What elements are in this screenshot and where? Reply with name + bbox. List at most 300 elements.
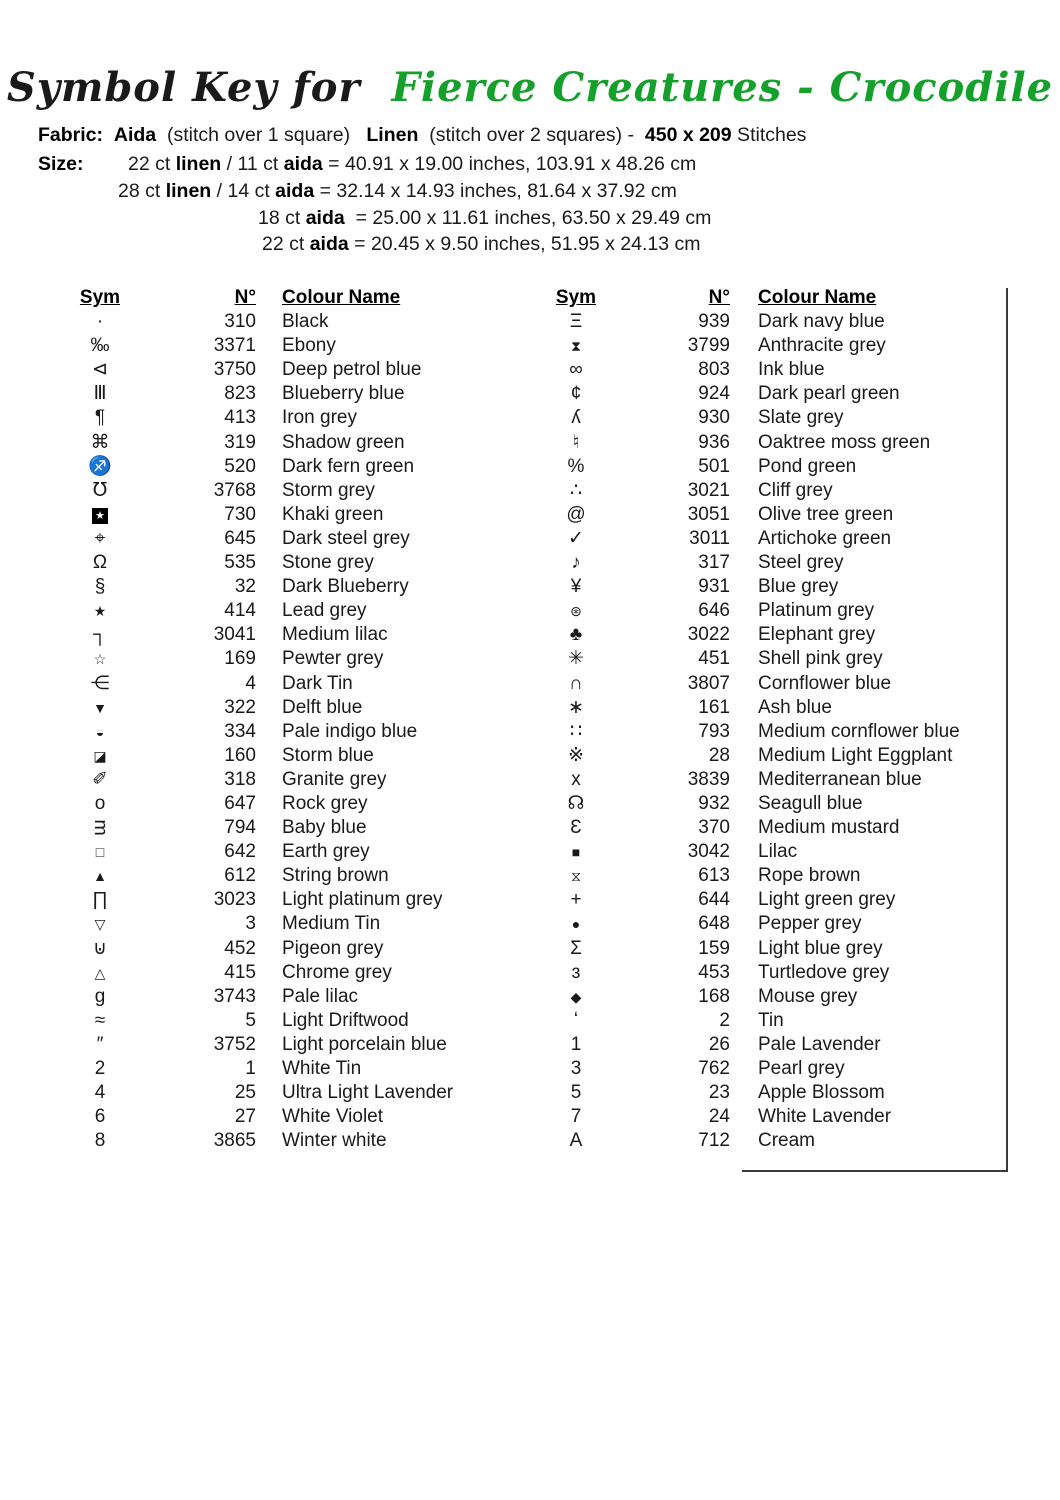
floss-number-cell: 322 bbox=[224, 696, 256, 718]
floss-number-cell: 3022 bbox=[687, 624, 730, 646]
colour-name-cell: Earth grey bbox=[282, 841, 370, 863]
stitch-symbol-cell: 5 bbox=[570, 1082, 582, 1104]
floss-number-cell: 3750 bbox=[213, 359, 256, 381]
stitch-symbol-cell: 2 bbox=[94, 1058, 106, 1079]
table-row bbox=[62, 334, 496, 358]
table-row bbox=[62, 840, 496, 864]
floss-number-cell: 4 bbox=[245, 672, 256, 694]
stitch-symbol-cell: 7 bbox=[570, 1106, 582, 1128]
floss-number-cell: 3023 bbox=[213, 889, 256, 911]
table-row bbox=[62, 961, 496, 985]
floss-number-cell: 32 bbox=[234, 576, 256, 598]
size-info bbox=[38, 151, 711, 258]
colour-name-cell: Turtledove grey bbox=[758, 961, 890, 983]
colour-name-cell: Medium mustard bbox=[758, 817, 900, 839]
colour-name-cell: Rope brown bbox=[758, 865, 861, 887]
colour-name-cell: Mediterranean blue bbox=[758, 768, 922, 790]
colour-name-cell: Light platinum grey bbox=[282, 889, 443, 911]
stitch-symbol-cell: ※ bbox=[568, 744, 584, 766]
floss-number-cell: 3865 bbox=[213, 1130, 256, 1152]
size-line-4 bbox=[118, 231, 711, 258]
size-lines bbox=[118, 151, 711, 258]
page-title-prefix: Symbol Key for bbox=[6, 64, 361, 111]
floss-number-cell: 5 bbox=[245, 1009, 256, 1031]
table-row bbox=[62, 575, 496, 599]
column-header-number: N° bbox=[708, 287, 730, 308]
table-row bbox=[62, 1033, 496, 1057]
fabric-info-line bbox=[38, 124, 806, 147]
stitch-symbol-cell: ◆ bbox=[570, 988, 582, 1005]
colour-name-cell: Anthracite grey bbox=[758, 335, 886, 357]
floss-number-cell: 415 bbox=[224, 961, 256, 983]
bold-text-segment: aida bbox=[305, 206, 345, 229]
floss-number-cell: 28 bbox=[708, 744, 730, 766]
colour-name-cell: Pigeon grey bbox=[282, 937, 384, 959]
table-row bbox=[62, 527, 496, 551]
table-row bbox=[62, 768, 496, 792]
column-header-sym: Sym bbox=[79, 287, 121, 308]
stitch-symbol-cell: ≈ bbox=[94, 1009, 106, 1031]
floss-number-cell: 730 bbox=[224, 503, 256, 525]
table-row bbox=[62, 310, 496, 334]
bold-text-segment: linen bbox=[175, 153, 222, 175]
table-row bbox=[62, 455, 496, 479]
table-row bbox=[540, 696, 1008, 720]
floss-number-cell: 642 bbox=[224, 841, 256, 863]
colour-name-cell: Cream bbox=[758, 1130, 816, 1152]
stitch-symbol-cell: ⌘ bbox=[90, 431, 110, 453]
stitch-symbol-cell: ∷ bbox=[569, 720, 583, 742]
colour-name-cell: Dark fern green bbox=[282, 455, 415, 477]
stitch-symbol-cell: ∗ bbox=[568, 696, 584, 718]
stitch-symbol-cell: ✳ bbox=[568, 648, 584, 670]
table-row bbox=[62, 1081, 496, 1105]
table-row bbox=[540, 1105, 1008, 1129]
text-segment: = 20.45 x 9.50 inches, 51.95 x 24.13 cm bbox=[348, 233, 701, 256]
stitch-symbol-cell: ⋲ bbox=[90, 672, 110, 694]
floss-number-cell: 648 bbox=[698, 913, 730, 935]
table-row bbox=[540, 1057, 1008, 1081]
colour-name-cell: Baby blue bbox=[282, 817, 367, 839]
bold-text-segment: linen bbox=[165, 179, 212, 202]
colour-name-cell: Light blue grey bbox=[758, 937, 883, 959]
stitch-symbol-cell: ℧ bbox=[92, 479, 108, 501]
stitch-symbol-cell: ● bbox=[571, 916, 581, 933]
stitch-symbol-cell: Ⅲ bbox=[93, 383, 107, 405]
table-row bbox=[62, 431, 496, 455]
table-row bbox=[62, 985, 496, 1009]
text-segment: Stitches bbox=[731, 124, 807, 146]
colour-name-cell: Iron grey bbox=[282, 407, 357, 429]
stitch-symbol-cell: ¥ bbox=[570, 576, 582, 598]
table-row bbox=[540, 961, 1008, 985]
table-row bbox=[540, 840, 1008, 864]
table-row bbox=[540, 768, 1008, 792]
floss-number-cell: 334 bbox=[224, 720, 256, 742]
text-segment: = 40.91 x 19.00 inches, 103.91 x 48.26 cm bbox=[322, 153, 697, 175]
floss-number-cell: 169 bbox=[224, 648, 256, 670]
table-row bbox=[540, 912, 1008, 936]
table-right-border bbox=[1006, 288, 1008, 1170]
colour-name-cell: Elephant grey bbox=[758, 624, 876, 646]
table-row bbox=[62, 816, 496, 840]
inverted-star-icon: ★ bbox=[92, 508, 108, 524]
table-row bbox=[62, 696, 496, 720]
stitch-symbol-cell: x bbox=[571, 768, 581, 790]
stitch-symbol-cell: ▼ bbox=[93, 699, 107, 716]
stitch-symbol-cell: ⌖ bbox=[94, 527, 106, 549]
colour-name-cell: Lilac bbox=[758, 841, 798, 863]
stitch-symbol-cell: ″ bbox=[96, 1033, 104, 1055]
stitch-symbol-cell: ∴ bbox=[569, 479, 583, 501]
stitch-symbol-cell: ¶ bbox=[94, 407, 106, 429]
colour-name-cell: Artichoke green bbox=[758, 527, 892, 549]
colour-name-cell: Tin bbox=[758, 1009, 784, 1031]
text-segment: = 25.00 x 11.61 inches, 63.50 x 29.49 cm bbox=[344, 206, 712, 229]
stitch-symbol-cell: ∞ bbox=[569, 359, 583, 381]
table-row bbox=[62, 720, 496, 744]
colour-name-cell: Dark steel grey bbox=[282, 527, 410, 549]
colour-name-cell: Stone grey bbox=[282, 552, 374, 574]
colour-name-cell: Chrome grey bbox=[282, 961, 392, 983]
floss-number-cell: 159 bbox=[698, 937, 730, 959]
colour-name-cell: Olive tree green bbox=[758, 503, 894, 525]
stitch-symbol-cell: ◒ bbox=[95, 723, 105, 740]
floss-number-cell: 823 bbox=[224, 383, 256, 405]
table-row bbox=[62, 623, 496, 647]
table-row bbox=[62, 406, 496, 430]
colour-name-cell: Shadow green bbox=[282, 431, 405, 453]
stitch-symbol-cell: ♣ bbox=[569, 624, 583, 646]
floss-number-cell: 3 bbox=[245, 913, 256, 935]
floss-number-cell: 645 bbox=[224, 527, 256, 549]
stitch-symbol-cell: · bbox=[96, 311, 104, 333]
colour-name-cell: Platinum grey bbox=[758, 600, 875, 622]
stitch-symbol-cell: ⊍ bbox=[93, 937, 107, 959]
colour-name-cell: Ash blue bbox=[758, 696, 832, 718]
colour-name-cell: Pepper grey bbox=[758, 913, 862, 935]
colour-name-cell: Shell pink grey bbox=[758, 648, 883, 670]
floss-number-cell: 931 bbox=[698, 576, 730, 598]
table-row bbox=[540, 647, 1008, 671]
floss-number-cell: 168 bbox=[698, 985, 730, 1007]
table-row bbox=[62, 1129, 496, 1153]
symbol-key-table-left bbox=[62, 286, 496, 1153]
table-row bbox=[62, 864, 496, 888]
symbol-key-table-right bbox=[540, 286, 1008, 1153]
floss-number-cell: 793 bbox=[698, 720, 730, 742]
floss-number-cell: 319 bbox=[224, 431, 256, 453]
text-segment: / 14 ct bbox=[211, 179, 276, 202]
bold-text-segment: Fabric: bbox=[38, 124, 104, 146]
floss-number-cell: 318 bbox=[224, 768, 256, 790]
stitch-symbol-cell: ☊ bbox=[567, 792, 585, 814]
colour-name-cell: White Tin bbox=[282, 1058, 362, 1079]
floss-number-cell: 932 bbox=[698, 792, 730, 814]
table-row bbox=[540, 431, 1008, 455]
stitch-symbol-cell: ʻ bbox=[573, 1009, 579, 1031]
column-header-number: N° bbox=[234, 287, 256, 308]
floss-number-cell: 646 bbox=[698, 600, 730, 622]
stitch-symbol-cell: 1 bbox=[570, 1033, 582, 1055]
floss-number-cell: 939 bbox=[698, 311, 730, 333]
table-row bbox=[62, 1105, 496, 1129]
floss-number-cell: 3768 bbox=[213, 479, 256, 501]
colour-name-cell: Medium cornflower blue bbox=[758, 720, 960, 742]
table-row bbox=[62, 888, 496, 912]
stitch-symbol-cell: % bbox=[567, 455, 585, 477]
colour-name-cell: Black bbox=[282, 311, 329, 333]
colour-name-cell: Cliff grey bbox=[758, 479, 833, 501]
stitch-symbol-cell: Ξ bbox=[569, 311, 583, 333]
table-row bbox=[540, 455, 1008, 479]
table-row bbox=[540, 358, 1008, 382]
stitch-symbol-cell: ∏ bbox=[92, 889, 108, 911]
colour-name-cell: Blue grey bbox=[758, 576, 839, 598]
colour-name-cell: Dark navy blue bbox=[758, 311, 885, 333]
table-row bbox=[540, 551, 1008, 575]
floss-number-cell: 452 bbox=[224, 937, 256, 959]
floss-number-cell: 647 bbox=[224, 792, 256, 814]
floss-number-cell: 451 bbox=[698, 648, 730, 670]
stitch-symbol-cell: ⧖ bbox=[571, 868, 581, 885]
stitch-symbol-cell: ‰ bbox=[90, 335, 110, 357]
size-line-2 bbox=[118, 178, 711, 205]
colour-name-cell: Ebony bbox=[282, 335, 336, 357]
stitch-symbol-cell: ★ bbox=[93, 603, 107, 620]
colour-name-cell: Pale indigo blue bbox=[282, 720, 418, 742]
colour-name-cell: Storm grey bbox=[282, 479, 375, 501]
floss-number-cell: 3839 bbox=[687, 768, 730, 790]
table-row bbox=[62, 744, 496, 768]
stitch-symbol-cell: ⧗ bbox=[571, 338, 581, 355]
stitch-symbol-cell: ⊛ bbox=[570, 603, 582, 620]
colour-name-cell: Khaki green bbox=[282, 503, 384, 525]
table-row bbox=[540, 937, 1008, 961]
floss-number-cell: 414 bbox=[224, 600, 256, 622]
table-row bbox=[540, 985, 1008, 1009]
table-row bbox=[540, 1009, 1008, 1033]
stitch-symbol-cell: ᴟ bbox=[94, 817, 106, 839]
table-row bbox=[62, 479, 496, 503]
stitch-symbol-cell: □ bbox=[95, 844, 105, 861]
floss-number-cell: 370 bbox=[698, 817, 730, 839]
floss-number-cell: 3021 bbox=[687, 479, 730, 501]
table-row bbox=[540, 406, 1008, 430]
floss-number-cell: 24 bbox=[708, 1106, 730, 1128]
floss-number-cell: 794 bbox=[224, 817, 256, 839]
floss-number-cell: 3042 bbox=[687, 841, 730, 863]
colour-name-cell: Delft blue bbox=[282, 696, 363, 718]
bold-text-segment: aida bbox=[309, 233, 349, 256]
bold-text-segment: aida bbox=[283, 153, 323, 175]
table-row bbox=[540, 623, 1008, 647]
floss-number-cell: 161 bbox=[698, 696, 730, 718]
table-bottom-border bbox=[742, 1170, 1008, 1172]
table-row bbox=[540, 1081, 1008, 1105]
stitch-symbol-cell: Σ bbox=[570, 937, 582, 959]
colour-name-cell: Rock grey bbox=[282, 792, 368, 814]
colour-name-cell: Dark pearl green bbox=[758, 383, 900, 405]
stitch-symbol-cell: ■ bbox=[571, 844, 581, 861]
floss-number-cell: 3807 bbox=[687, 672, 730, 694]
text-segment: 22 ct bbox=[128, 153, 176, 175]
table-body-right bbox=[540, 310, 1008, 1153]
page-title bbox=[0, 64, 1060, 111]
table-row bbox=[540, 382, 1008, 406]
colour-name-cell: Deep petrol blue bbox=[282, 359, 422, 381]
table-row bbox=[62, 599, 496, 623]
table-row bbox=[62, 672, 496, 696]
table-row bbox=[540, 864, 1008, 888]
colour-name-cell: Slate grey bbox=[758, 407, 844, 429]
colour-name-cell: Cornflower blue bbox=[758, 672, 892, 694]
colour-name-cell: Ink blue bbox=[758, 359, 825, 381]
stitch-symbol-cell: ɜ bbox=[571, 961, 581, 983]
pattern-name: Fierce Creatures - Crocodile bbox=[391, 64, 1054, 111]
colour-name-cell: Pearl grey bbox=[758, 1058, 845, 1079]
size-line-3 bbox=[118, 205, 711, 232]
floss-number-cell: 936 bbox=[698, 431, 730, 453]
stitch-symbol-cell: 4 bbox=[94, 1082, 106, 1104]
floss-number-cell: 26 bbox=[708, 1033, 730, 1055]
colour-name-cell: Granite grey bbox=[282, 768, 387, 790]
stitch-symbol-cell: o bbox=[94, 792, 106, 814]
stitch-symbol-cell: ▽ bbox=[94, 916, 106, 933]
text-segment: (stitch over 2 squares) - bbox=[418, 124, 645, 146]
stitch-symbol-cell: ∩ bbox=[569, 672, 583, 694]
colour-name-cell: White Lavender bbox=[758, 1106, 892, 1128]
table-row bbox=[540, 888, 1008, 912]
colour-name-cell: Oaktree moss green bbox=[758, 431, 931, 453]
floss-number-cell: 644 bbox=[698, 889, 730, 911]
stitch-symbol-cell: ♐ bbox=[88, 455, 112, 477]
text-segment: 22 ct bbox=[262, 233, 310, 256]
table-row bbox=[62, 503, 496, 527]
colour-name-cell: Steel grey bbox=[758, 552, 844, 574]
text-segment: 28 ct bbox=[118, 179, 166, 202]
floss-number-cell: 3743 bbox=[213, 985, 256, 1007]
colour-name-cell: Dark Tin bbox=[282, 672, 353, 694]
colour-name-cell: Light Driftwood bbox=[282, 1009, 409, 1031]
stitch-symbol-cell: ʎ bbox=[571, 407, 581, 429]
table-row bbox=[62, 382, 496, 406]
floss-number-cell: 413 bbox=[224, 407, 256, 429]
floss-number-cell: 930 bbox=[698, 407, 730, 429]
floss-number-cell: 3011 bbox=[689, 527, 730, 549]
colour-name-cell: Medium Tin bbox=[282, 913, 381, 935]
table-header-row bbox=[62, 286, 496, 310]
column-header-colour-name: Colour Name bbox=[282, 287, 401, 308]
floss-number-cell: 924 bbox=[698, 383, 730, 405]
floss-number-cell: 520 bbox=[224, 455, 256, 477]
colour-name-cell: Mouse grey bbox=[758, 985, 858, 1007]
stitch-symbol-cell: ¢ bbox=[570, 383, 582, 405]
table-row bbox=[540, 334, 1008, 358]
floss-number-cell: 310 bbox=[224, 311, 256, 333]
stitch-symbol-cell: ▲ bbox=[93, 868, 107, 885]
table-row bbox=[62, 358, 496, 382]
colour-name-cell: Medium lilac bbox=[282, 624, 388, 646]
floss-number-cell: 3799 bbox=[687, 335, 730, 357]
table-row bbox=[540, 575, 1008, 599]
stitch-symbol-cell bbox=[62, 503, 138, 527]
table-row bbox=[62, 792, 496, 816]
table-row bbox=[540, 479, 1008, 503]
colour-name-cell: Pewter grey bbox=[282, 648, 384, 670]
colour-name-cell: String brown bbox=[282, 865, 389, 887]
table-row bbox=[540, 720, 1008, 744]
colour-name-cell: Ultra Light Lavender bbox=[282, 1082, 454, 1104]
colour-name-cell: Storm blue bbox=[282, 744, 374, 766]
colour-name-cell: Pale lilac bbox=[282, 985, 359, 1007]
floss-number-cell: 3051 bbox=[687, 503, 730, 525]
floss-number-cell: 3041 bbox=[213, 624, 256, 646]
text-segment bbox=[103, 124, 114, 146]
colour-name-cell: Medium Light Eggplant bbox=[758, 744, 953, 766]
stitch-symbol-cell: ┐ bbox=[93, 624, 107, 646]
colour-name-cell: Blueberry blue bbox=[282, 383, 405, 405]
stitch-symbol-cell: ✐ bbox=[92, 768, 108, 790]
floss-number-cell: 1 bbox=[245, 1058, 256, 1079]
colour-name-cell: Dark Blueberry bbox=[282, 576, 409, 598]
text-segment: (stitch over 1 square) bbox=[156, 124, 367, 146]
table-row bbox=[540, 503, 1008, 527]
floss-number-cell: 2 bbox=[719, 1009, 730, 1031]
floss-number-cell: 3752 bbox=[213, 1033, 256, 1055]
stitch-symbol-cell: Ɛ bbox=[570, 817, 582, 839]
table-row bbox=[540, 1033, 1008, 1057]
stitch-symbol-cell: ✓ bbox=[568, 527, 584, 549]
colour-name-cell: Pond green bbox=[758, 455, 857, 477]
table-row bbox=[62, 551, 496, 575]
table-row bbox=[540, 527, 1008, 551]
table-row bbox=[540, 310, 1008, 334]
floss-number-cell: 3371 bbox=[213, 335, 256, 357]
size-label: Size: bbox=[38, 153, 84, 175]
stitch-symbol-cell: Ω bbox=[92, 552, 108, 574]
table-row bbox=[540, 744, 1008, 768]
stitch-symbol-cell: A bbox=[569, 1130, 583, 1152]
colour-name-cell: Lead grey bbox=[282, 600, 367, 622]
stitch-symbol-cell: g bbox=[94, 985, 106, 1007]
stitch-symbol-cell: 6 bbox=[94, 1106, 106, 1128]
stitch-symbol-cell: ☆ bbox=[93, 651, 107, 668]
colour-name-cell: Light green grey bbox=[758, 889, 896, 911]
table-row bbox=[62, 1009, 496, 1033]
floss-number-cell: 317 bbox=[698, 552, 730, 574]
floss-number-cell: 803 bbox=[698, 359, 730, 381]
floss-number-cell: 712 bbox=[698, 1130, 730, 1152]
floss-number-cell: 25 bbox=[234, 1082, 256, 1104]
stitch-symbol-cell: 8 bbox=[94, 1130, 106, 1152]
table-row bbox=[540, 1129, 1008, 1153]
floss-number-cell: 23 bbox=[708, 1082, 730, 1104]
table-row bbox=[62, 647, 496, 671]
text-segment: = 32.14 x 14.93 inches, 81.64 x 37.92 cm bbox=[314, 179, 677, 202]
size-line-1 bbox=[118, 151, 711, 178]
table-row bbox=[540, 599, 1008, 623]
floss-number-cell: 501 bbox=[698, 455, 730, 477]
bold-text-segment: Linen bbox=[366, 124, 419, 146]
stitch-symbol-cell: § bbox=[94, 576, 106, 598]
stitch-symbol-cell: ⊲ bbox=[92, 359, 108, 381]
stitch-symbol-cell: ◪ bbox=[93, 747, 107, 764]
colour-name-cell: Winter white bbox=[282, 1130, 387, 1152]
stitch-symbol-cell: △ bbox=[94, 964, 106, 981]
floss-number-cell: 27 bbox=[234, 1106, 256, 1128]
colour-name-cell: White Violet bbox=[282, 1106, 384, 1128]
